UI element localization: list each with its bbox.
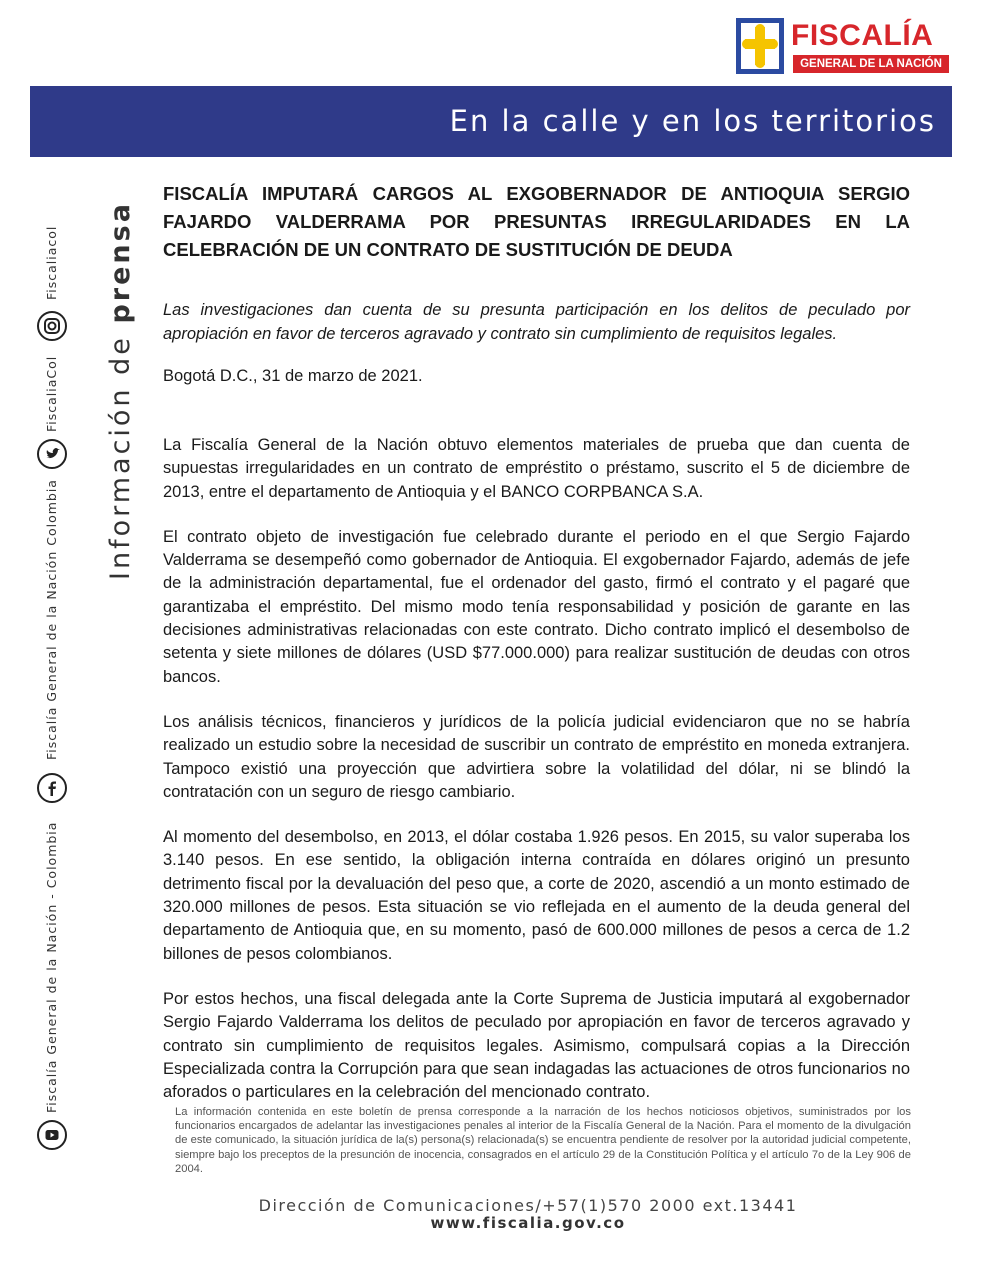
paragraph: Por estos hechos, una fiscal delegada ante la Corte Suprema de Justicia imputará al exgobernador Sergio Fajardo Valderrama los delitos de peculado por apropiación en favor de terceros agravado y contrato sin cumplimiento de requisitos legales. Asimismo, compulsará copias a la Dirección Especializada contra la Corrupción para que sean indagadas las actuaciones de otros funcionarios no aforados o particulares en la celebración del mencionado contrato.	[163, 989, 910, 1102]
fiscalia-logo	[736, 18, 951, 76]
footer-contact: Dirección de Comunicaciones/+57(1)570 2000 ext.13441	[258, 1196, 798, 1215]
press-label-light: Información de	[105, 323, 136, 580]
paragraph: La Fiscalía General de la Nación obtuvo elementos materiales de prueba que dan cuenta de supuestas irregularidades en un contrato de empréstito o préstamo, suscrito el 5 de diciembre de 2013, entre el departamento de Antioquia y el BANCO CORPBANCA S.A.	[163, 436, 910, 501]
release-date: Bogotá D.C., 31 de marzo de 2021.	[163, 367, 423, 385]
instagram-icon[interactable]	[37, 311, 67, 341]
facebook-text: Fiscalía General de la Nación Colombia	[44, 479, 59, 760]
paragraph: Al momento del desembolso, en 2013, el dólar costaba 1.926 pesos. En 2015, su valor superaba los 3.140 pesos. En ese sentido, la obligación interna contraída en dólares originó un presunto detrimento fiscal por la devaluación del peso que, a corte de 2020, ascendió a un monto estimado de 320.000 millones de pesos. Esta situación se vio reflejada en el aumento de la deuda general del departamento de Antioquia que, en su momento, pasó de 600.000 millones de pesos a cerca de 1.2 billones de pesos colombianos.	[163, 828, 910, 963]
paragraph: Los análisis técnicos, financieros y jurídicos de la policía judicial evidenciaron que no se habría realizado un estudio sobre la necesidad de suscribir un contrato de empréstito en moneda extranjera. Tampoco existió una proyección que advirtiera sobre la volatilidad del dólar, ni se blindó la contratación con un seguro de riesgo cambiario.	[163, 712, 910, 801]
press-release	[163, 180, 910, 1126]
youtube-icon[interactable]	[37, 1120, 67, 1150]
headline: FISCALÍA IMPUTARÁ CARGOS AL EXGOBERNADOR DE ANTIOQUIA SERGIO FAJARDO VALDERRAMA POR PRESUNTAS IRREGULARIDADES EN LA CELEBRACIÓN DE UN CONTRATO DE SUSTITUCIÓN DE DEUDA	[163, 183, 910, 260]
facebook-icon[interactable]	[37, 773, 67, 803]
press-label-bold: prensa	[105, 201, 136, 324]
instagram-handle: Fiscaliacol	[44, 225, 59, 300]
article-body	[163, 434, 910, 1104]
twitter-handle: FiscaliaCol	[44, 355, 59, 432]
paragraph: El contrato objeto de investigación fue celebrado durante el periodo en el que Sergio Fajardo Valderrama se desempeñó como gobernador de Antioquia. El exgobernador Fajardo, además de jefe de la administración departamental, fue el ordenador del gasto, firmó el contrato y el pagaré que garantizaba el empréstito. Del mismo modo tenía responsabilidad y posición de garante en las decisiones administrativas relacionadas con este contrato. Dicho contrato implicó el desembolso de setenta y siete millones de dólares (USD $77.000.000) para realizar sustitución de deudas con otros bancos.	[163, 527, 910, 686]
legal-disclaimer: La información contenida en este boletín de prensa corresponde a la narración de los hechos noticiosos objetivos, suministrados por los funcionarios encargados de adelantar las investigaciones penales al interior de la Fiscalía General de la Nación. Para el momento de la divulgación de este comunicado, la situación jurídica de la(s) persona(s) relacionada(s) se encuentra pendiente de resolver por la autoridad judicial competente, siempre bajo los preceptos de la presunción de inocencia, consagrados en el artículo 29 de la Constitución Política y el artículo 7o de la Ley 906 de 2004.	[175, 1106, 911, 1175]
twitter-icon[interactable]	[37, 439, 67, 469]
subhead: Las investigaciones dan cuenta de su presunta participación en los delitos de peculado por apropiación en favor de terceros agravado y contrato sin cumplimiento de requisitos legales.	[163, 301, 910, 343]
logo-subtitle: GENERAL DE LA NACIÓN	[793, 55, 949, 73]
shield-icon	[736, 18, 784, 74]
press-label	[105, 201, 136, 580]
footer-website[interactable]: www.fiscalia.gov.co	[430, 1214, 626, 1232]
banner-tagline: En la calle y en los territorios	[449, 104, 936, 138]
logo-name: FISCALÍA	[791, 19, 934, 52]
header-banner	[30, 86, 952, 157]
youtube-text: Fiscalía General de la Nación - Colombia	[44, 821, 59, 1113]
